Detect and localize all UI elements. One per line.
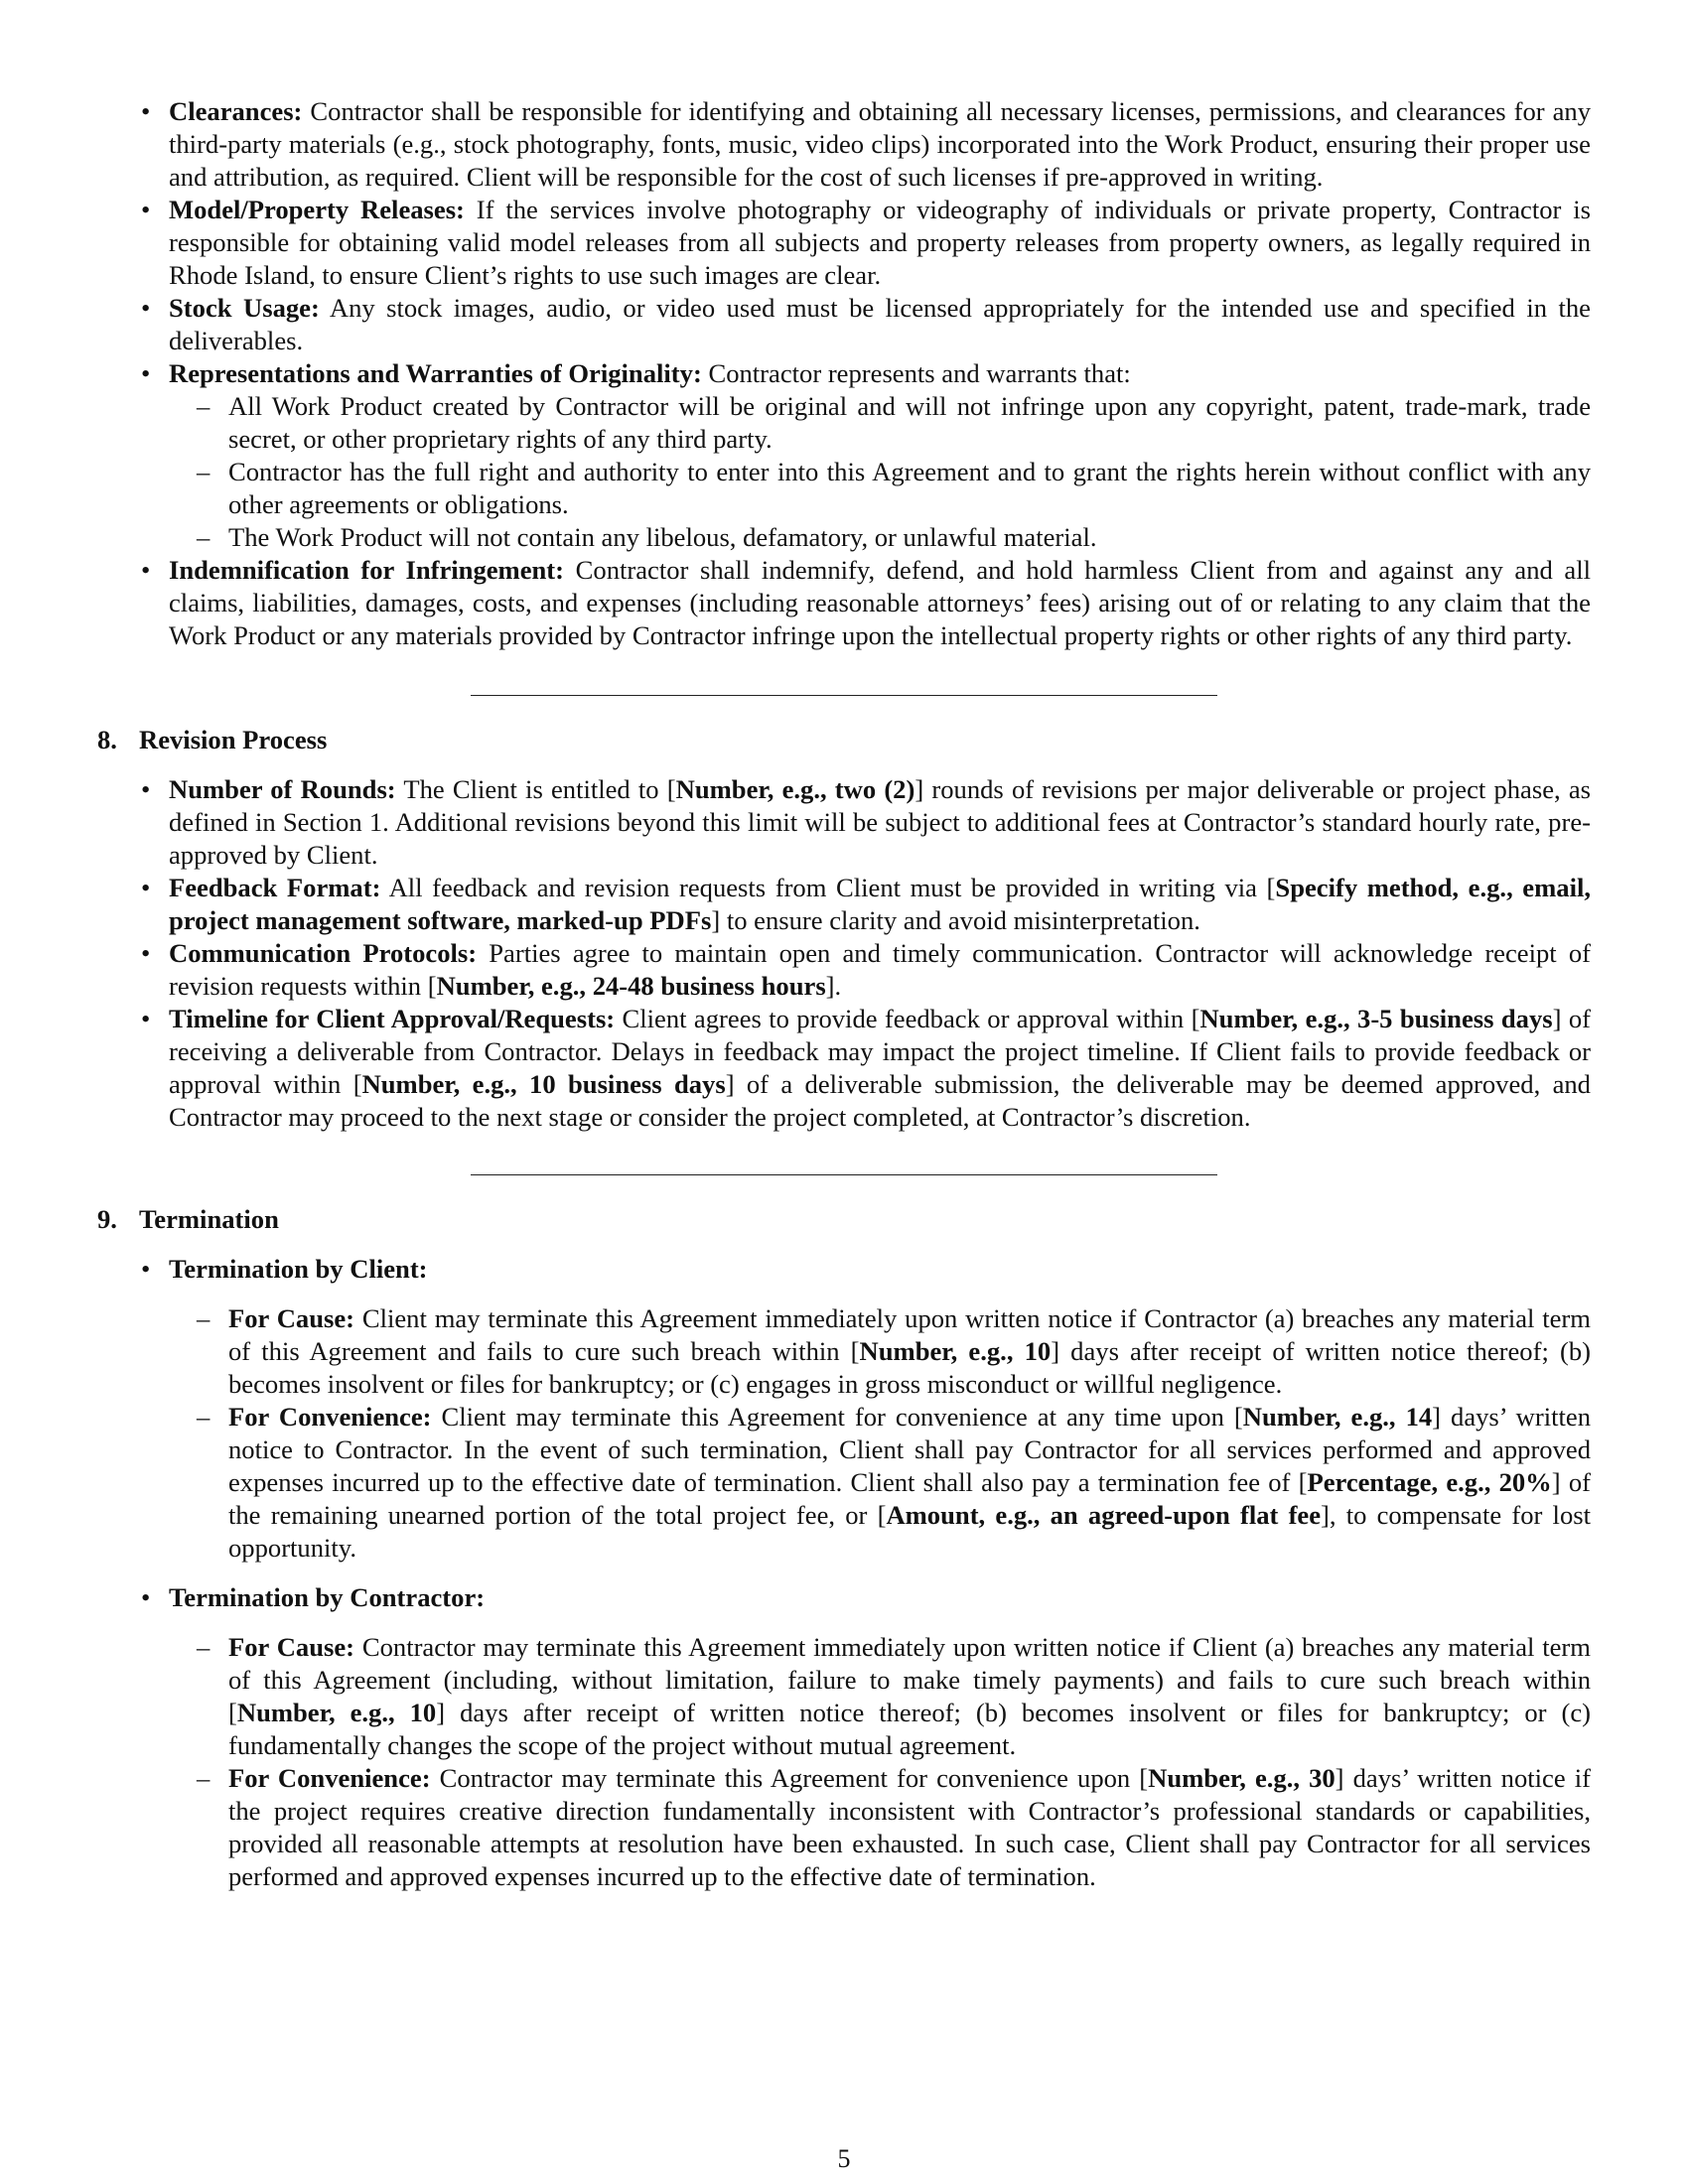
placeholder-field: Number, e.g., 10 business days xyxy=(361,1069,726,1099)
section-number: 8. xyxy=(97,725,117,754)
item-term: Number of Rounds: xyxy=(169,774,396,804)
page-number: 5 xyxy=(837,2144,851,2173)
item-term: For Convenience: xyxy=(228,1763,431,1793)
list-item xyxy=(97,357,1591,554)
section-9-list xyxy=(97,1253,1591,1893)
document-body xyxy=(97,95,1591,1910)
placeholder-field: Number, e.g., two (2) xyxy=(675,774,915,804)
placeholder-field: Number, e.g., 10 xyxy=(859,1336,1052,1366)
list-item: • Number of Rounds: The Client is entitled to [Number, e.g., two (2)] rounds of revisions per major deliverable or project phase, as defined in Section 1. Additional revisions beyond this limit will be subject to additional fees at Contractor’s standard hourly rate, pre-approved by Client. xyxy=(97,773,1591,872)
item-text: Contractor shall indemnify, defend, and hold harmless Client from and against any and all claims, liabilities, damages, costs, and expenses (including reasonable attorneys’ fees) arising out of or relating to any claim that the Work Product or any materials provided by Contractor infringe upon the intellectual property rights or other rights of any third party. xyxy=(169,555,1591,650)
item-term: Representations and Warranties of Originality: xyxy=(169,358,702,388)
item-term: For Cause: xyxy=(228,1303,355,1333)
placeholder-field: Number, e.g., 3-5 business days xyxy=(1199,1004,1553,1033)
section-9-heading xyxy=(97,1203,1591,1236)
section-title: Termination xyxy=(139,1204,279,1234)
sub-list-item: – All Work Product created by Contractor will be original and will not infringe upon any copyright, patent, trade-mark, trade secret, or other proprietary rights of any third party. xyxy=(169,390,1591,456)
item-term: Timeline for Client Approval/Requests: xyxy=(169,1004,616,1033)
item-text: Contractor shall be responsible for identifying and obtaining all necessary licenses, permissions, and clearances for any third-party materials (e.g., stock photography, fonts, music, video clips) incorporated into the Work Product, ensuring their proper use and attribution, as required. Client will be responsible for the cost of such licenses if pre-approved in writing. xyxy=(169,96,1591,192)
item-term: Indemnification for Infringement: xyxy=(169,555,565,585)
placeholder-field: Number, e.g., 30 xyxy=(1148,1763,1336,1793)
section-number: 9. xyxy=(97,1204,117,1234)
item-text: If the services involve photography or videography of individuals or private property, Contractor is responsible for obtaining valid model releases from all subjects and property releases from property owners, as legally required in Rhode Island, to ensure Client’s rights to use such images are clear. xyxy=(169,195,1591,290)
list-item xyxy=(97,1581,1591,1893)
item-term: Termination by Contractor: xyxy=(169,1582,486,1612)
item-term: Stock Usage: xyxy=(169,293,320,323)
item-term: Termination by Client: xyxy=(169,1254,428,1284)
sub-list-item: – For Cause: Client may terminate this Agreement immediately upon written notice if Contractor (a) breaches any material term of this Agreement and fails to cure such breach within [Number, e.g., 10] days after receipt of written notice thereof; (b) becomes insolvent or files for bankruptcy; or (c) engages in gross misconduct or willful negligence. xyxy=(169,1302,1591,1401)
sub-list-item: – The Work Product will not contain any libelous, defamatory, or unlawful material. xyxy=(169,521,1591,554)
list-item: • Timeline for Client Approval/Requests: Client agrees to provide feedback or approval within [Number, e.g., 3-5 business days] of receiving a deliverable from Contractor. Delays in feedback may impact the project timeline. If Client fails to provide feedback or approval within [Number, e.g., 10 business days] of a deliverable submission, the deliverable may be deemed approved, and Contractor may proceed to the next stage or consider the project completed, at Contractor’s discretion. xyxy=(97,1003,1591,1134)
sub-list xyxy=(169,1302,1591,1565)
item-term: Communication Protocols: xyxy=(169,938,478,968)
list-item xyxy=(97,95,1591,194)
list-item: • Communication Protocols: Parties agree to maintain open and timely communication. Contractor will acknowledge receipt of revision requests within [Number, e.g., 24-48 business hours]. xyxy=(97,937,1591,1003)
item-text: Contractor represents and warrants that: xyxy=(708,358,1131,388)
list-item xyxy=(97,292,1591,357)
sub-list xyxy=(169,1631,1591,1893)
item-term: For Cause: xyxy=(228,1632,355,1662)
sub-list-item: – For Convenience: Client may terminate this Agreement for convenience at any time upon [Number, e.g., 14] days’ written notice to Contractor. In the event of such termination, Client shall pay Contractor for all services performed and approved expenses incurred up to the effective date of termination. Client shall also pay a termination fee of [Percentage, e.g., 20%] of the remaining unearned portion of the total project fee, or [Amount, e.g., an agreed-upon flat fee], to compensate for lost opportunity. xyxy=(169,1401,1591,1565)
section-8-list xyxy=(97,773,1591,1134)
sub-list xyxy=(169,390,1591,554)
list-item xyxy=(97,554,1591,652)
section-divider xyxy=(471,695,1217,696)
section-8-heading xyxy=(97,724,1591,756)
list-item xyxy=(97,194,1591,292)
sub-list-item: – For Cause: Contractor may terminate this Agreement immediately upon written notice if Client (a) breaches any material term of this Agreement (including, without limitation, failure to make timely payments) and fails to cure such breach within [Number, e.g., 10] days after receipt of written notice thereof; (b) becomes insolvent or files for bankruptcy; or (c) fundamentally changes the scope of the project without mutual agreement. xyxy=(169,1631,1591,1762)
section-7-list xyxy=(97,95,1591,652)
item-text: Any stock images, audio, or video used must be licensed appropriately for the intended use and specified in the deliverables. xyxy=(169,293,1591,355)
item-term: Clearances: xyxy=(169,96,303,126)
item-term: For Convenience: xyxy=(228,1402,432,1432)
placeholder-field: Percentage, e.g., 20% xyxy=(1307,1467,1552,1497)
sub-list-item: – Contractor has the full right and authority to enter into this Agreement and to grant the rights herein without conflict with any other agreements or obligations. xyxy=(169,456,1591,521)
section-title: Revision Process xyxy=(139,725,328,754)
placeholder-field: Number, e.g., 10 xyxy=(236,1698,437,1727)
placeholder-field: Number, e.g., 24-48 business hours xyxy=(436,971,826,1001)
placeholder-field: Specify method, e.g., email, project management software, marked-up PDFs xyxy=(169,873,1591,935)
placeholder-field: Amount, e.g., an agreed-upon flat fee xyxy=(886,1500,1322,1530)
placeholder-field: Number, e.g., 14 xyxy=(1242,1402,1433,1432)
list-item xyxy=(97,1253,1591,1565)
section-divider xyxy=(471,1174,1217,1175)
item-term: Model/Property Releases: xyxy=(169,195,465,224)
sub-list-item: – For Convenience: Contractor may terminate this Agreement for convenience upon [Number, e.g., 30] days’ written notice if the project requires creative direction fundamentally inconsistent with Contractor’s professional standards or capabilities, provided all reasonable attempts at resolution have been exhausted. In such case, Client shall pay Contractor for all services performed and approved expenses incurred up to the effective date of termination. xyxy=(169,1762,1591,1893)
item-term: Feedback Format: xyxy=(169,873,381,902)
list-item: • Feedback Format: All feedback and revision requests from Client must be provided in writing via [Specify method, e.g., email, project management software, marked-up PDFs] to ensure clarity and avoid misinterpretation. xyxy=(97,872,1591,937)
